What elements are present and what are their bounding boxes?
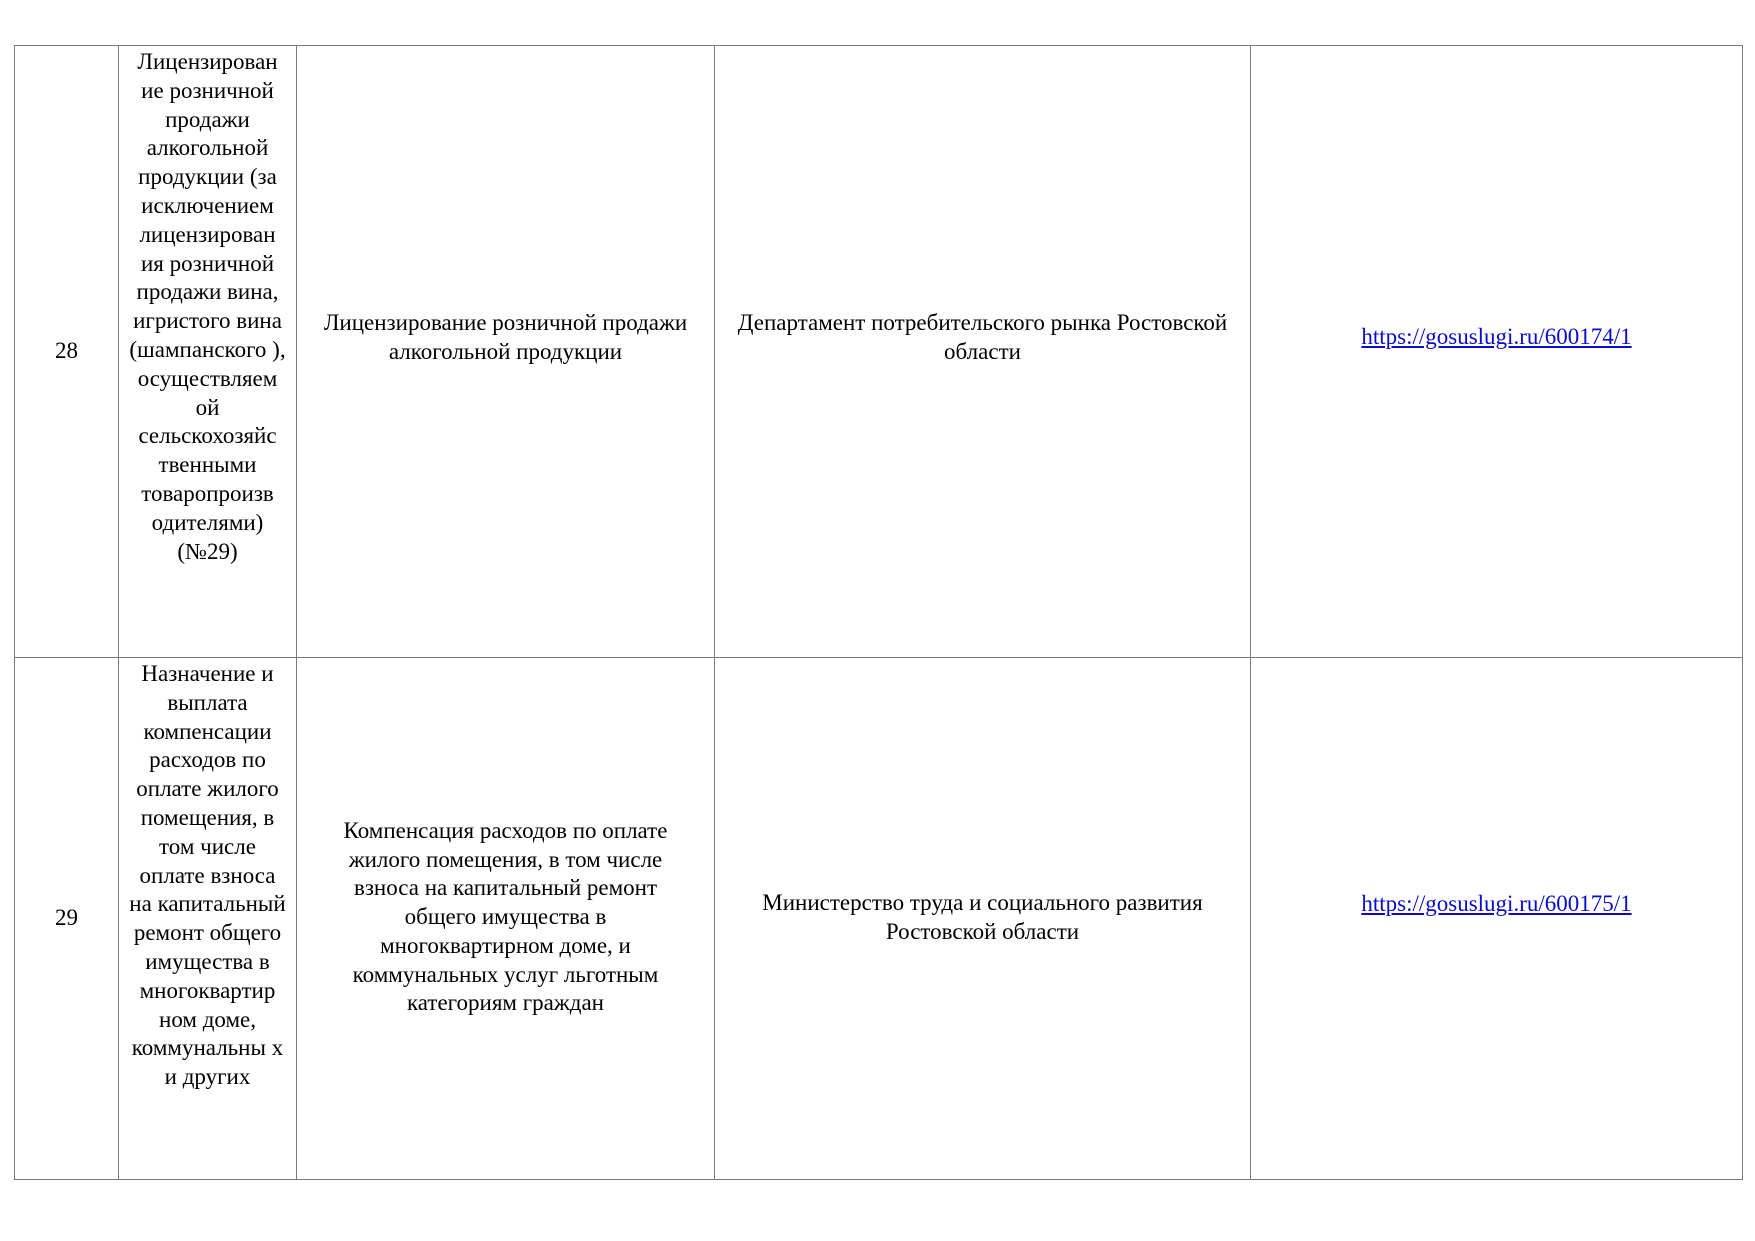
short-name-cell	[297, 658, 715, 1180]
table-row	[15, 46, 1743, 658]
link-cell	[1251, 46, 1743, 658]
short-name-text: Компенсация расходов по оплате жилого помещения, в том числе взноса на капитальный ремонт общего имущества в многоквартирном доме, и коммунальных услуг льготным категориям граждан	[343, 817, 668, 1016]
gosuslugi-link[interactable]: https://gosuslugi.ru/600175/1	[1361, 891, 1632, 917]
service-name-cell	[119, 46, 297, 658]
service-name-cell	[119, 658, 297, 1180]
gosuslugi-link[interactable]: https://gosuslugi.ru/600174/1	[1361, 324, 1632, 350]
service-name-text: Лицензирован ие розничной продажи алкогольной продукции (за исключением лицензирован ия розничной продажи вина, игристого вина (шампанского ), осуществляем ой сельскохозяйс твенными товаропроизв одителями) (№29)	[129, 49, 286, 564]
row-number	[15, 658, 119, 1180]
short-name-text: Лицензирование розничной продажи алкогольной продукции	[323, 309, 688, 364]
table-row	[15, 658, 1743, 1180]
organization-text: Департамент потребительского рынка Ростовской области	[737, 309, 1228, 364]
row-number	[15, 46, 119, 658]
services-table	[14, 45, 1743, 1180]
short-name-cell	[297, 46, 715, 658]
service-name-text: Назначение и выплата компенсации расходов по оплате жилого помещения, в том числе оплате взноса на капитальный ремонт общего имущества в многоквартир ном доме, коммунальны х и других	[129, 661, 286, 1090]
link-cell	[1251, 658, 1743, 1180]
organization-cell	[715, 46, 1251, 658]
organization-cell	[715, 658, 1251, 1180]
row-number-text: 28	[55, 338, 78, 364]
organization-text: Министерство труда и социального развития Ростовской области	[762, 889, 1203, 944]
row-number-text: 29	[55, 905, 78, 931]
